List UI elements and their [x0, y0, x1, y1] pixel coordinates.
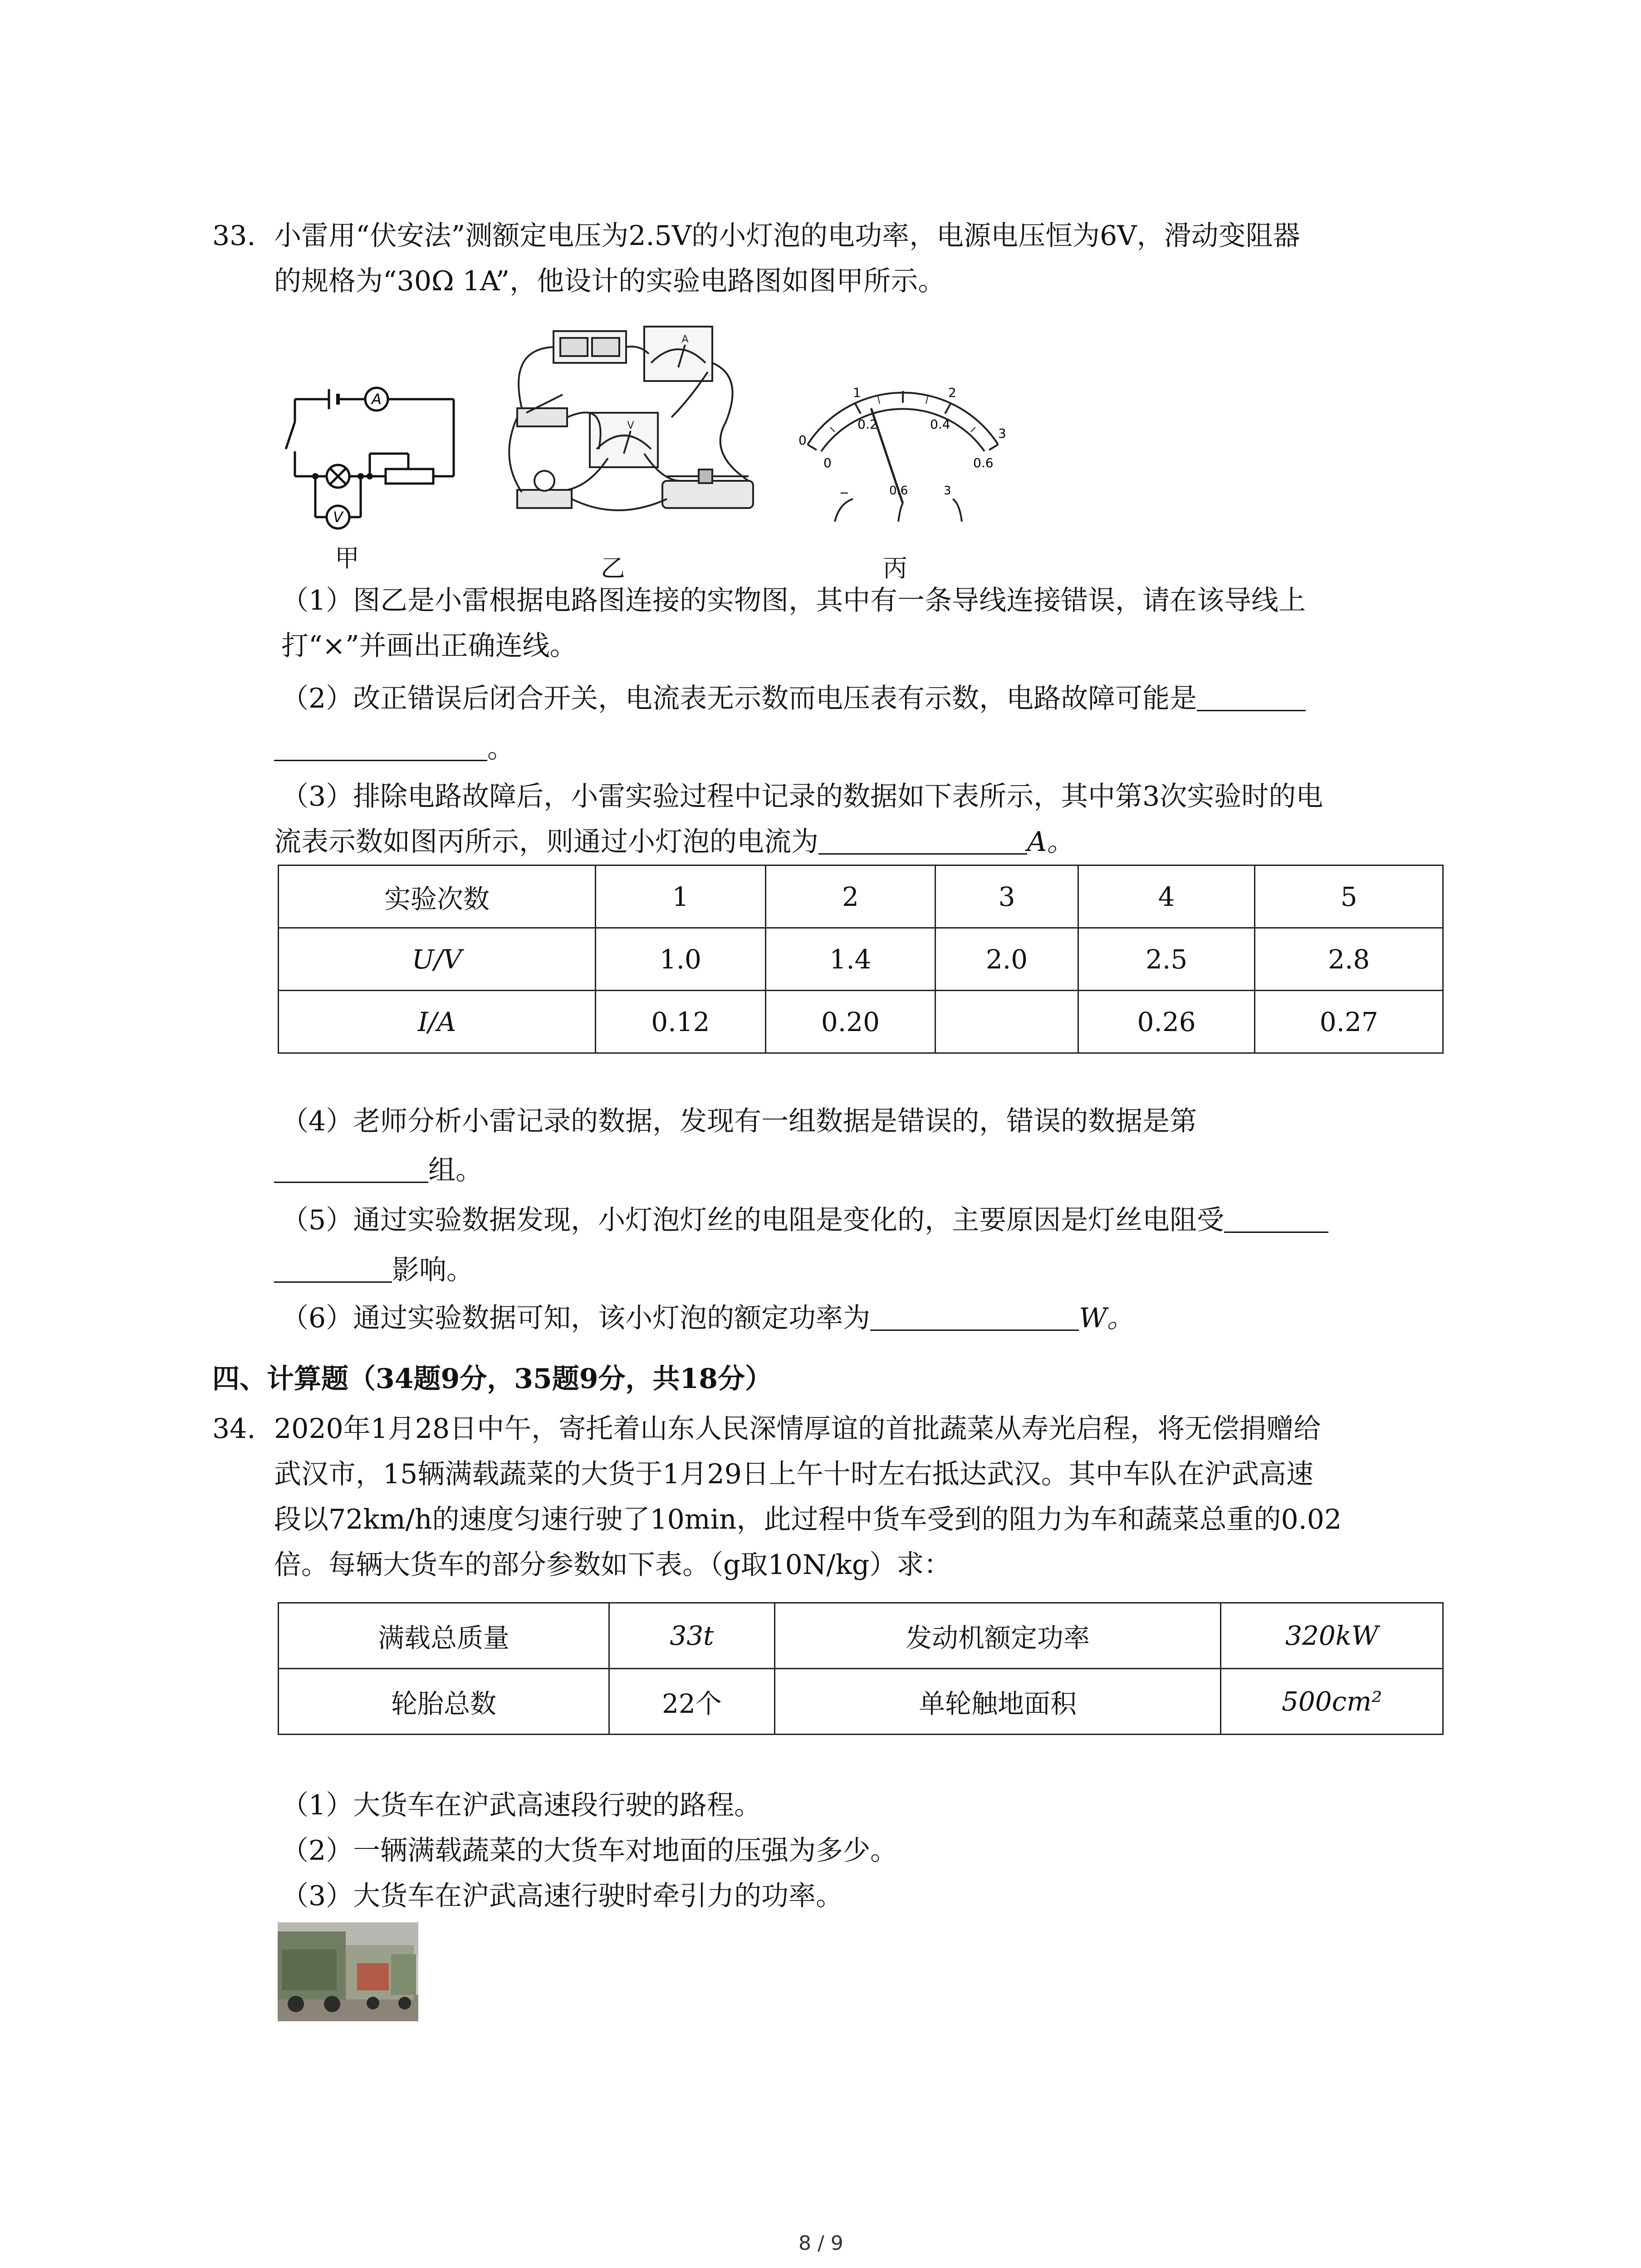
table-cell: 0.12 — [596, 991, 766, 1053]
q33-sub2-line-2 — [274, 730, 514, 767]
table-row — [279, 1603, 1443, 1669]
q34-sub3: （3）大货车在沪武高速行驶时牵引力的功率。 — [281, 1880, 843, 1912]
table-cell: 0.26 — [1078, 991, 1255, 1053]
table-header-cell: 5 — [1255, 865, 1443, 928]
q33-sub5-answer-blank-a[interactable] — [1224, 1204, 1328, 1233]
table-cell: 320kW — [1221, 1603, 1443, 1669]
q34-line-2: 武汉市，15辆满载蔬菜的大货于1月29日上午十时左右抵达武汉。其中车队在沪武高速 — [274, 1458, 1313, 1490]
circuit-diagram-jia — [277, 372, 467, 535]
scale-bottom-0.4: 0.4 — [930, 417, 950, 432]
table-cell: 2.0 — [936, 928, 1078, 991]
q34-line-3: 段以72km/h的速度匀速行驶了10min，此过程中货车受到的阻力为车和蔬菜总重的0.02 — [274, 1504, 1342, 1535]
q34-sub1: （1）大货车在沪武高速段行驶的路程。 — [281, 1789, 762, 1821]
voltmeter-symbol: V — [333, 508, 343, 526]
table-cell: 33t — [609, 1603, 775, 1669]
q33-sub5-line-2 — [274, 1252, 474, 1288]
table-cell: U/V — [279, 928, 596, 991]
q33-sub4-answer-blank[interactable] — [274, 1154, 428, 1183]
table-header-cell: 2 — [765, 865, 936, 928]
table-cell-answer[interactable] — [936, 991, 1078, 1053]
q33-sub6-unit: W。 — [1079, 1302, 1134, 1334]
table-cell: 0.20 — [765, 991, 936, 1053]
q33-sub2-text: （2）改正错误后闭合开关，电流表无示数而电压表有示数，电路故障可能是 — [281, 683, 1197, 714]
table-cell: I/A — [279, 991, 596, 1053]
table-header-cell: 1 — [596, 865, 766, 928]
q33-sub2-end: 。 — [487, 733, 514, 764]
table-cell: 0.27 — [1255, 991, 1443, 1053]
table-cell: 2.5 — [1078, 928, 1255, 991]
q33-sub1-line-1: （1）图乙是小雷根据电路图连接的实物图，其中有一条导线连接错误，请在该导线上 — [281, 585, 1306, 616]
q33-sub1-line-2: 打“×”并画出正确连线。 — [281, 630, 577, 662]
table-header-cell: 3 — [936, 865, 1078, 928]
ammeter-dial-bing — [780, 354, 1025, 549]
q34-parameter-table — [278, 1602, 1444, 1735]
table-cell: 发动机额定功率 — [774, 1603, 1221, 1669]
q33-sub4-end: 组。 — [428, 1154, 483, 1186]
q33-line-1: 小雷用“伏安法”测额定电压为2.5V的小灯泡的电功率，电源电压恒为6V，滑动变阻器 — [274, 220, 1300, 252]
q33-sub4-line-2 — [274, 1152, 483, 1188]
q33-sub2-line-1 — [281, 680, 1306, 717]
q33-sub6-text: （6）通过实验数据可知，该小灯泡的额定功率为 — [281, 1302, 871, 1334]
q33-sub5-text: （5）通过实验数据发现，小灯泡灯丝的电阻是变化的，主要原因是灯丝电阻受 — [281, 1204, 1225, 1236]
table-cell: 满载总质量 — [279, 1603, 609, 1669]
table-row — [279, 1669, 1443, 1735]
q33-line-2: 的规格为“30Ω 1A”，他设计的实验电路图如图甲所示。 — [274, 265, 945, 297]
truck-photo — [278, 1922, 418, 2021]
q33-data-table — [278, 865, 1444, 1054]
table-cell: 500cm² — [1221, 1669, 1443, 1735]
table-header-cell: 4 — [1078, 865, 1255, 928]
table-cell: 1.0 — [596, 928, 766, 991]
scale-top-1: 1 — [853, 385, 861, 400]
q33-sub2-answer-blank-b[interactable] — [274, 733, 487, 761]
page-number: 8 / 9 — [798, 2232, 843, 2255]
table-cell: 单轮触地面积 — [774, 1669, 1221, 1735]
table-row — [279, 928, 1443, 991]
wiring-diagram-yi — [490, 308, 780, 553]
table-row — [279, 991, 1443, 1053]
q33-sub6-answer-blank[interactable] — [870, 1302, 1079, 1331]
q33-number: 33. — [212, 220, 256, 252]
ammeter-face-label: A — [681, 334, 689, 345]
terminal-minus: − — [839, 486, 849, 500]
table-row — [279, 865, 1443, 928]
fig-label-yi: 乙 — [601, 554, 625, 582]
terminal-0.6: 0.6 — [889, 484, 908, 498]
scale-bottom-0.6: 0.6 — [973, 455, 994, 470]
q33-sub5-line-1 — [281, 1202, 1328, 1238]
q34-line-1: 2020年1月28日中午，寄托着山东人民深情厚谊的首批蔬菜从寿光启程，将无偿捐赠给 — [274, 1413, 1321, 1445]
table-cell: 22个 — [609, 1669, 775, 1735]
q33-sub3-line-1: （3）排除电路故障后，小雷实验过程中记录的数据如下表所示，其中第3次实验时的电 — [281, 781, 1323, 812]
q33-sub3-text: 流表示数如图丙所示，则通过小灯泡的电流为 — [274, 826, 818, 858]
q33-sub3-unit: A。 — [1027, 826, 1074, 858]
q33-sub5-end: 影响。 — [392, 1254, 474, 1286]
table-cell: 2.8 — [1255, 928, 1443, 991]
scale-bottom-0: 0 — [823, 455, 832, 470]
q33-sub2-answer-blank-a[interactable] — [1197, 683, 1306, 711]
q33-sub3-answer-blank[interactable] — [818, 826, 1027, 855]
scale-bottom-0.2: 0.2 — [857, 417, 878, 432]
scale-top-2: 2 — [948, 385, 956, 400]
table-cell: 轮胎总数 — [279, 1669, 609, 1735]
scale-top-3: 3 — [998, 426, 1006, 441]
q34-line-4: 倍。每辆大货车的部分参数如下表。（g取10N/kg）求： — [274, 1549, 951, 1581]
q33-sub5-answer-blank-b[interactable] — [274, 1254, 392, 1283]
q33-sub6-line-1 — [281, 1300, 1134, 1336]
ammeter-symbol: A — [372, 391, 382, 408]
q33-sub4-line-1: （4）老师分析小雷记录的数据，发现有一组数据是错误的，错误的数据是第 — [281, 1105, 1197, 1137]
section-heading: 四、计算题（34题9分，35题9分，共18分） — [212, 1363, 772, 1395]
table-header-cell: 实验次数 — [279, 865, 596, 928]
table-cell: 1.4 — [765, 928, 936, 991]
fig-label-jia: 甲 — [335, 544, 359, 572]
scale-top-0: 0 — [798, 433, 807, 448]
q34-sub2: （2）一辆满载蔬菜的大货车对地面的压强为多少。 — [281, 1835, 898, 1867]
q34-number: 34. — [212, 1413, 256, 1445]
q33-sub3-line-2 — [274, 824, 1074, 860]
fig-label-bing: 丙 — [883, 554, 907, 582]
voltmeter-face-label: V — [627, 420, 634, 431]
terminal-3: 3 — [944, 484, 951, 498]
